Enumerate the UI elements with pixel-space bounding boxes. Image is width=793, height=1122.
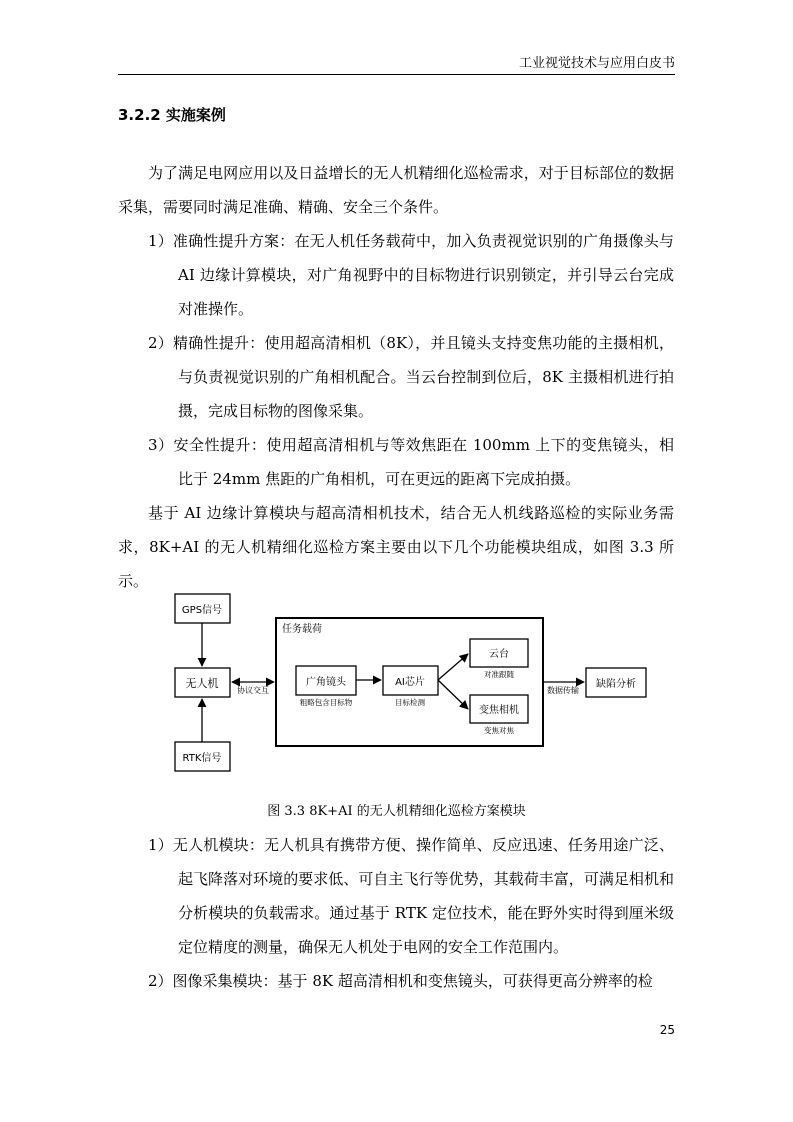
protocol-label: 协议交互 <box>237 686 269 695</box>
intro-paragraph: 为了满足电网应用以及日益增长的无人机精细化巡检需求，对于目标部位的数据采集，需要同时满足准确、精确、安全三个条件。 <box>118 164 674 216</box>
body-lower <box>118 828 674 998</box>
arrow-ai-gimbal <box>438 654 468 680</box>
condition-item-1: 1）准确性提升方案：在无人机任务载荷中，加入负责视觉识别的广角摄像头与 AI 边缘计算模块，对广角视野中的目标物进行识别锁定，并引导云台完成对准操作。 <box>148 232 674 318</box>
uav-label: 无人机 <box>185 677 219 690</box>
wide-cam-label: 广角镜头 <box>306 677 346 688</box>
figure-caption: 图 3.3 8K+AI 的无人机精细化巡检方案模块 <box>267 804 526 819</box>
defect-label: 缺陷分析 <box>596 679 636 690</box>
rtk-label: RTK信号 <box>182 753 222 764</box>
ai-chip-note: 目标检测 <box>395 698 425 707</box>
module-item-1: 1）无人机模块：无人机具有携带方便、操作简单、反应迅速、任务用途广泛、起飞降落对环境的要求低、可自主飞行等优势，其载荷丰富，可满足相机和分析模块的负载需求。通过基于 RTK 定位技术，能在野外实时得到厘米级定位精度的测量，确保无人机处于电网的安全工作范围内。 <box>148 836 674 956</box>
gimbal-note: 对准跟随 <box>484 670 514 679</box>
section-heading: 3.2.2 实施案例 <box>118 106 226 124</box>
wide-cam-note: 粗略包含目标物 <box>299 698 353 707</box>
data-transfer-label: 数据传输 <box>547 686 579 695</box>
gps-label: GPS信号 <box>181 605 223 616</box>
module-item-2: 2）图像采集模块：基于 8K 超高清相机和变焦镜头，可获得更高分辨率的检 <box>148 972 653 990</box>
summary-paragraph: 基于 AI 边缘计算模块与超高清相机技术，结合无人机线路巡检的实际业务需求，8K+AI 的无人机精细化巡检方案主要由以下几个功能模块组成，如图 3.3 所示。 <box>118 504 674 590</box>
condition-item-2: 2）精确性提升：使用超高清相机（8K），并且镜头支持变焦功能的主摄相机，与负责视觉识别的广角相机配合。当云台控制到位后，8K 主摄相机进行拍摄，完成目标物的图像采集。 <box>148 334 674 420</box>
page-number: 25 <box>659 1023 675 1037</box>
zoom-cam-note: 变焦对焦 <box>484 726 514 735</box>
ai-chip-label: AI芯片 <box>395 677 425 688</box>
gimbal-label: 云台 <box>489 649 509 660</box>
condition-item-3: 3）安全性提升：使用超高清相机与等效焦距在 100mm 上下的变焦镜头，相比于 24mm 焦距的广角相机，可在更远的距离下完成拍摄。 <box>148 436 674 488</box>
header-title: 工业视觉技术与应用白皮书 <box>518 56 675 71</box>
payload-title: 任务载荷 <box>282 624 322 635</box>
arrow-ai-zoom <box>438 680 468 709</box>
zoom-cam-label: 变焦相机 <box>479 705 519 716</box>
